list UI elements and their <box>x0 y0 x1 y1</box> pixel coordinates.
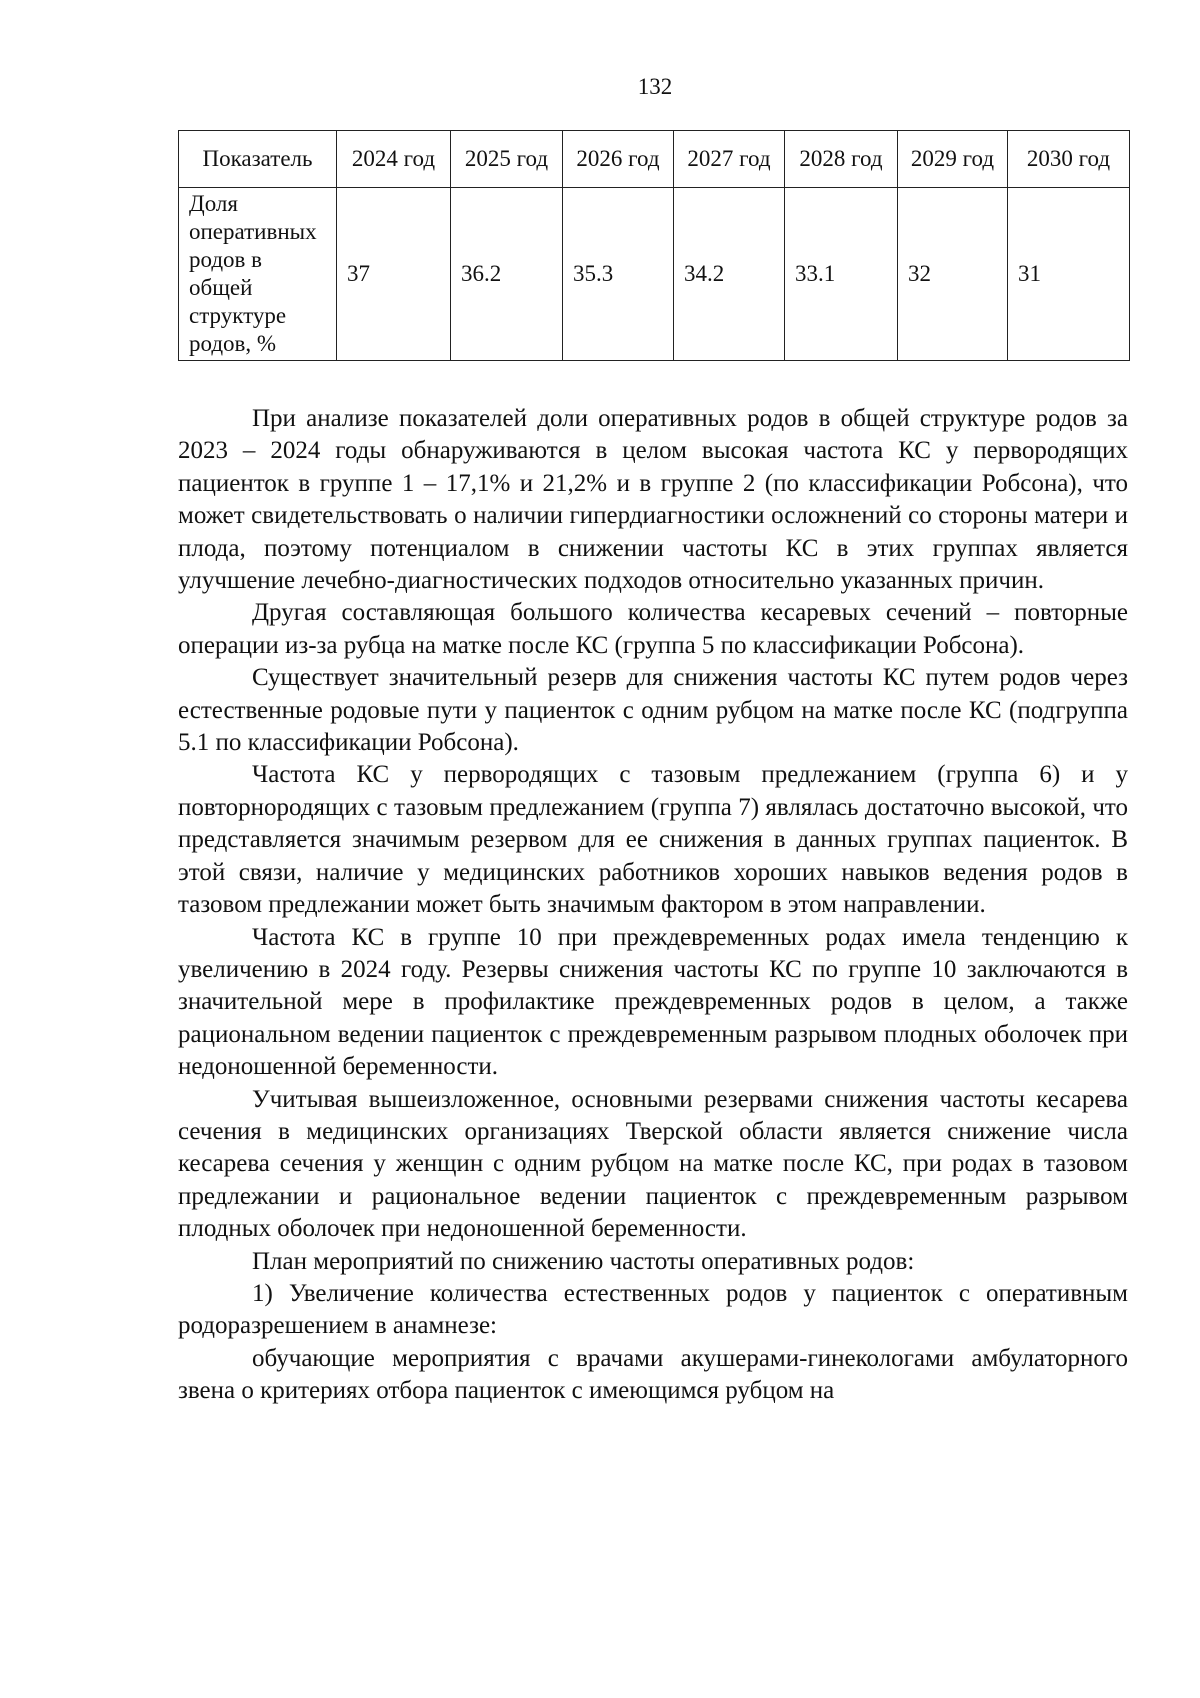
header-2029: 2029 год <box>898 131 1008 188</box>
value-2026: 35.3 <box>563 188 674 361</box>
paragraph: Учитывая вышеизложенное, основными резервами снижения частоты кесарева сечения в медицинских организациях Тверской области является снижение числа кесарева сечения у женщин с одним рубцом на матке после КС, при родах в тазовом предлежании и рациональное ведении пациенток с преждевременным разрывом плодных оболочек при недоношенной беременности. <box>178 1085 1128 1243</box>
paragraph: Частота КС в группе 10 при преждевременных родах имела тенденцию к увеличению в 2024 году. Резервы снижения частоты КС по группе 10 заключаются в значительной мере в профилактике преждевременных родов в целом, а также рациональном ведении пациенток с преждевременным разрывом плодных оболочек при недоношенной беременности. <box>178 923 1128 1081</box>
header-2030: 2030 год <box>1008 131 1130 188</box>
paragraph: Другая составляющая большого количества кесаревых сечений – повторные операции из-за рубца на матке после КС (группа 5 по классификации Робсона). <box>178 599 1128 659</box>
body-text <box>178 403 1128 1408</box>
value-2025: 36.2 <box>451 188 563 361</box>
header-2025: 2025 год <box>451 131 563 188</box>
header-2027: 2027 год <box>674 131 785 188</box>
value-2024: 37 <box>337 188 451 361</box>
value-2027: 34.2 <box>674 188 785 361</box>
value-2030: 31 <box>1008 188 1130 361</box>
paragraph: Частота КС у первородящих с тазовым предлежанием (группа 6) и у повторнородящих с тазовым предлежанием (группа 7) являлась достаточно высокой, что представляется значимым резервом для ее снижения в данных группах пациенток. В этой связи, наличие у медицинских работников хороших навыков ведения родов в тазовом предлежании может быть значимым фактором в этом направлении. <box>178 761 1128 919</box>
paragraph: обучающие мероприятия с врачами акушерами-гинекологами амбулаторного звена о критериях отбора пациенток с имеющимся рубцом на <box>178 1344 1128 1405</box>
value-2029: 32 <box>898 188 1008 361</box>
indicator-table <box>178 130 1130 361</box>
row-label: Доля оперативных родов в общей структуре родов, % <box>179 188 337 361</box>
paragraph: Существует значительный резерв для снижения частоты КС путем родов через естественные родовые пути у пациенток с одним рубцом на матке после КС (подгруппа 5.1 по классификации Робсона). <box>178 664 1128 757</box>
table-header-row <box>179 131 1130 188</box>
table-row <box>179 188 1130 361</box>
header-indicator: Показатель <box>179 131 337 188</box>
paragraph: 1) Увеличение количества естественных родов у пациенток с оперативным родоразрешением в анамнезе: <box>178 1279 1128 1340</box>
header-2028: 2028 год <box>785 131 898 188</box>
paragraph: План мероприятий по снижению частоты оперативных родов: <box>252 1247 915 1275</box>
value-2028: 33.1 <box>785 188 898 361</box>
page-number: 132 <box>637 74 673 99</box>
header-2026: 2026 год <box>563 131 674 188</box>
paragraph: При анализе показателей доли оперативных родов в общей структуре родов за 2023 – 2024 годы обнаруживаются в целом высокая частота КС у первородящих пациенток в группе 1 – 17,1% и 21,2% и в группе 2 (по классификации Робсона), что может свидетельствовать о наличии гипердиагностики осложнений со стороны матери и плода, поэтому потенциалом в снижении частоты КС в этих группах является улучшение лечебно-диагностических подходов относительно указанных причин. <box>178 405 1128 595</box>
header-2024: 2024 год <box>337 131 451 188</box>
